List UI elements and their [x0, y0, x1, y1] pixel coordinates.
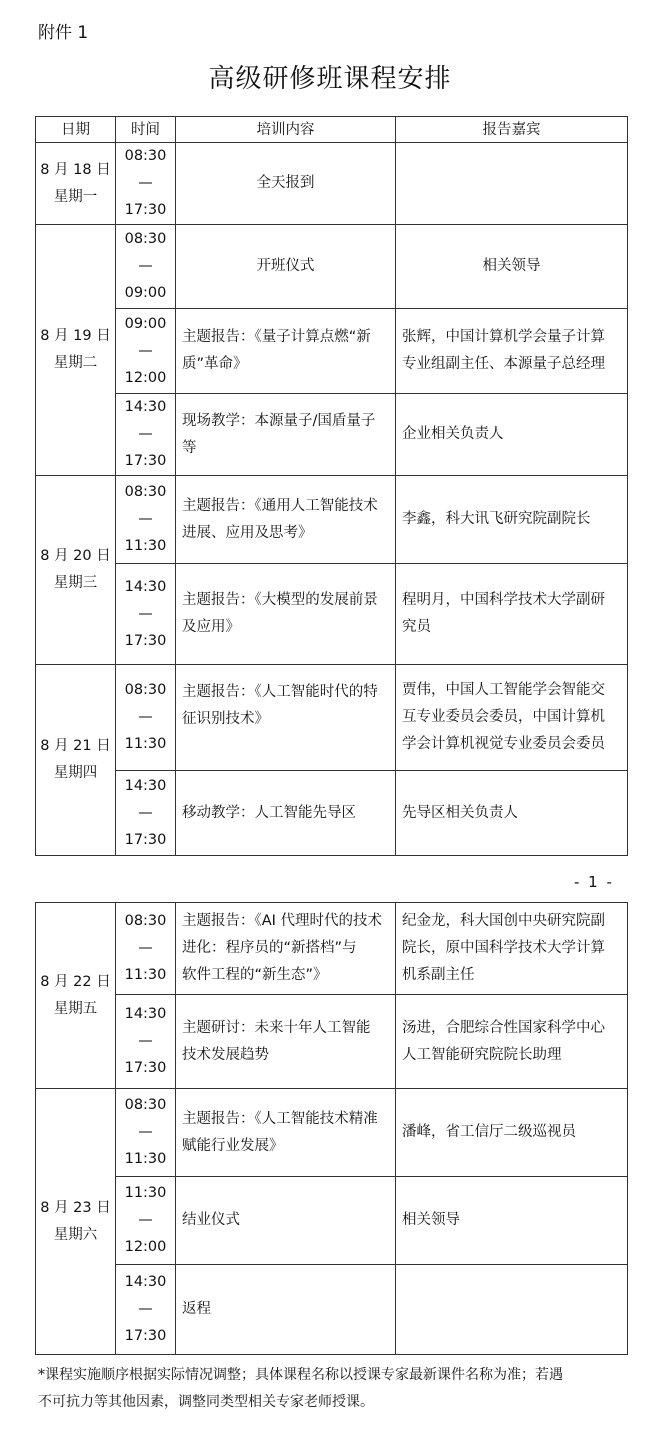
guest-cell: 企业相关负责人 [396, 394, 628, 476]
time-cell: 08:30 — 17:30 [116, 143, 176, 225]
date-cell: 8 月 18 日 星期一 [36, 143, 116, 225]
footnote: *课程实施顺序根据实际情况调整；具体课程名称以授课专家最新课件名称为准；若遇 不可抗力等其他因素，调整同类型相关专家老师授课。 [38, 1367, 563, 1410]
content-cell: 全天报到 [176, 143, 396, 225]
time-cell: 14:30 — 17:30 [116, 564, 176, 665]
content-cell: 主题报告：《人工智能技术精准 赋能行业发展》 [176, 1089, 396, 1177]
header-content: 培训内容 [176, 117, 396, 143]
table-header-row [36, 117, 628, 143]
time-cell: 09:00 — 12:00 [116, 309, 176, 394]
time-cell: 08:30 — 11:30 [116, 665, 176, 771]
time-cell: 11:30 — 12:00 [116, 1177, 176, 1265]
content-cell: 主题研讨：未来十年人工智能 技术发展趋势 [176, 995, 396, 1089]
date-cell: 8 月 23 日 星期六 [36, 1089, 116, 1355]
time-cell: 14:30 — 17:30 [116, 995, 176, 1089]
date-cell: 8 月 22 日 星期五 [36, 903, 116, 1089]
content-cell: 主题报告：《AI 代理时代的技术 进化：程序员的“新搭档”与 软件工程的“新生态”》 [176, 903, 396, 995]
table-row [36, 564, 628, 665]
time-cell: 14:30 — 17:30 [116, 394, 176, 476]
guest-cell: 汤进，合肥综合性国家科学中心 人工智能研究院院长助理 [396, 995, 628, 1089]
time-cell: 08:30 — 11:30 [116, 903, 176, 995]
header-time: 时间 [116, 117, 176, 143]
table-row [36, 476, 628, 564]
table-row [36, 309, 628, 394]
content-cell: 返程 [176, 1265, 396, 1355]
attachment-label: 附件 1 [38, 23, 89, 43]
table-row [36, 1177, 628, 1265]
page-title: 高级研修班课程安排 [208, 64, 452, 94]
date-cell: 8 月 19 日 星期二 [36, 225, 116, 476]
content-cell: 主题报告：《通用人工智能技术 进展、应用及思考》 [176, 476, 396, 564]
table-row [36, 995, 628, 1089]
content-cell: 现场教学：本源量子/国盾量子等 [176, 394, 396, 476]
table-row [36, 225, 628, 309]
date-cell: 8 月 21 日 星期四 [36, 665, 116, 856]
time-cell: 14:30 — 17:30 [116, 1265, 176, 1355]
schedule-table-page1 [35, 116, 628, 856]
header-date: 日期 [36, 117, 116, 143]
header-guest: 报告嘉宾 [396, 117, 628, 143]
guest-cell: 程明月，中国科学技术大学副研 究员 [396, 564, 628, 665]
content-cell: 移动教学：人工智能先导区 [176, 771, 396, 856]
guest-cell [396, 1265, 628, 1355]
guest-cell: 相关领导 [396, 225, 628, 309]
guest-cell: 贾伟，中国人工智能学会智能交 互专业委员会委员，中国计算机 学会计算机视觉专业委员会委员 [396, 665, 628, 771]
time-cell: 14:30 — 17:30 [116, 771, 176, 856]
time-cell: 08:30 — 11:30 [116, 1089, 176, 1177]
table-row [36, 394, 628, 476]
guest-cell [396, 143, 628, 225]
time-cell: 08:30 — 09:00 [116, 225, 176, 309]
guest-cell: 李鑫，科大讯飞研究院副院长 [396, 476, 628, 564]
content-cell: 结业仪式 [176, 1177, 396, 1265]
guest-cell: 先导区相关负责人 [396, 771, 628, 856]
content-cell: 主题报告：《大模型的发展前景 及应用》 [176, 564, 396, 665]
date-cell: 8 月 20 日 星期三 [36, 476, 116, 665]
guest-cell: 相关领导 [396, 1177, 628, 1265]
content-cell: 主题报告：《量子计算点燃“新 质”革命》 [176, 309, 396, 394]
schedule-table-page2 [35, 902, 628, 1355]
time-cell: 08:30 — 11:30 [116, 476, 176, 564]
page-number: - 1 - [574, 873, 614, 891]
content-cell: 主题报告：《人工智能时代的特 征识别技术》 [176, 665, 396, 771]
guest-cell: 纪金龙，科大国创中央研究院副 院长，原中国科学技术大学计算 机系副主任 [396, 903, 628, 995]
guest-cell: 潘峰，省工信厅二级巡视员 [396, 1089, 628, 1177]
guest-cell: 张辉，中国计算机学会量子计算 专业组副主任、本源量子总经理 [396, 309, 628, 394]
table-row [36, 143, 628, 225]
table-row [36, 771, 628, 856]
table-row [36, 1089, 628, 1177]
table-row [36, 1265, 628, 1355]
table-row [36, 665, 628, 771]
content-cell: 开班仪式 [176, 225, 396, 309]
table-row [36, 903, 628, 995]
